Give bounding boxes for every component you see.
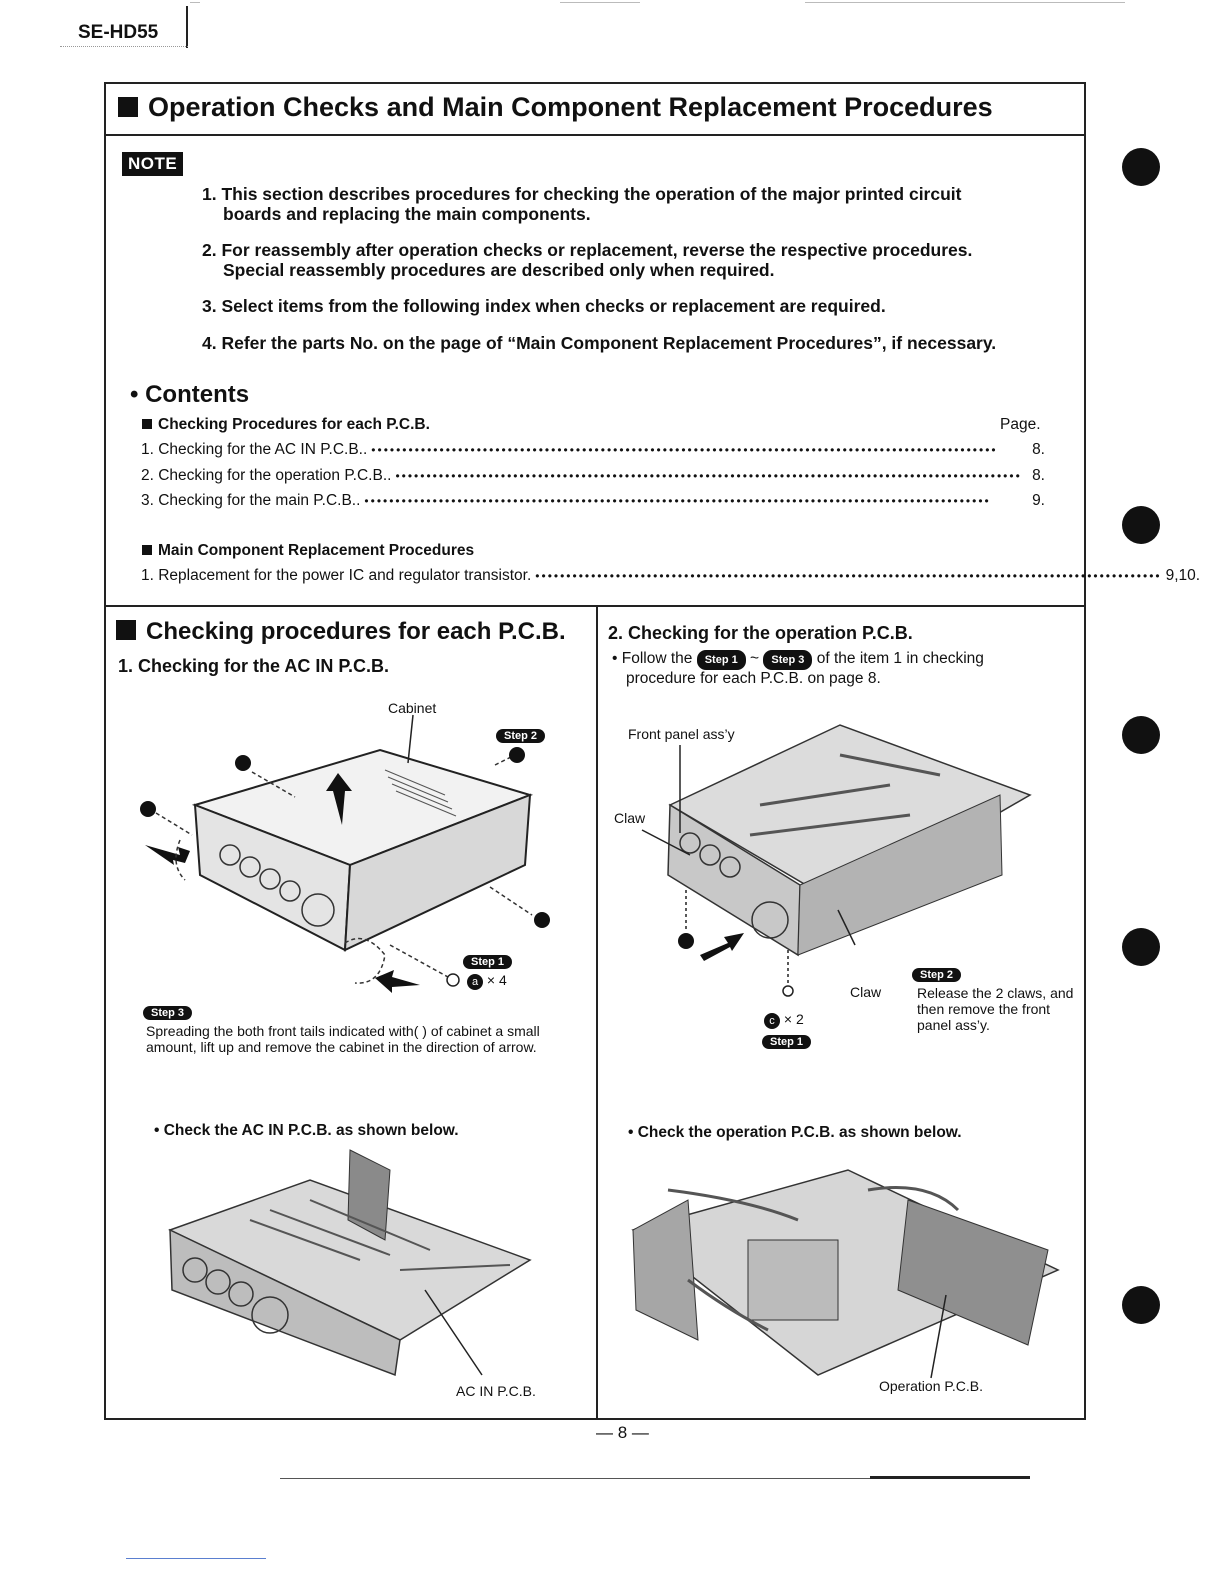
binding-hole-icon [1122,928,1160,966]
step3-badge: Step 3 [143,1003,192,1021]
screw-c-icon [678,933,694,949]
screw-a-icon [140,801,156,817]
toc-row[interactable]: 3. Checking for the main P.C.B.. ••••••••••••••••••••••••••••••••••••••••••••••••••••••••••••••••••••••••••••••••••••••••••••••••••••• 9. [141,492,1045,509]
ac-in-pcb-label: AC IN P.C.B. [456,1383,536,1399]
subsection-title-operation: 2. Checking for the operation P.C.B. [608,623,913,643]
screw-icon [447,974,459,986]
follow-steps-line2: procedure for each P.C.B. on page 8. [626,670,881,687]
pull-arrow-icon [700,933,744,961]
claw-label: Claw [614,810,646,826]
page-title: Operation Checks and Main Component Replacement Procedures [118,92,993,123]
header-divider [186,6,188,48]
subsection-title-ac-in: 1. Checking for the AC IN P.C.B. [118,656,390,676]
step1-badge: Step 1 [463,952,512,970]
toc-heading-checking: Checking Procedures for each P.C.B. [142,416,430,434]
top-mark [805,2,1125,3]
header-underline [60,46,188,47]
screw-count: c × 2 [764,1011,804,1029]
binding-hole-icon [1122,148,1160,186]
section-title: Checking procedures for each P.C.B. [116,618,566,646]
binding-hole-icon [1122,716,1160,754]
footer-mark [126,1558,266,1559]
note-item-1: 1. This section describes procedures for checking the operation of the major printed circuit boards and replacing the main components. [202,184,962,224]
screw-icon [783,986,793,996]
square-bullet-icon [142,419,152,429]
screw-b-icon [509,747,525,763]
toc-heading-replacement: Main Component Replacement Procedures [142,542,474,560]
claw-label: Claw [850,984,882,1000]
check-note-operation: • Check the operation P.C.B. as shown below. [628,1124,962,1141]
front-arrow-icon [145,845,190,865]
front-panel-label: Front panel ass’y [628,726,735,742]
step2-badge: Step 2 [496,726,545,744]
top-mark [190,2,200,3]
screw-count: a × 4 [467,972,507,990]
binding-hole-icon [1122,506,1160,544]
toc-row[interactable]: 1. Replacement for the power IC and regulator transistor. ••••••••••••••••••••••••••••••••••••••••••••••••••••••••••••••••••••••••••••••••••••••••••••••••••••• 9,10. [141,567,1201,584]
page-number: — 8 — [596,1423,649,1442]
note-item-2: 2. For reassembly after operation checks or replacement, reverse the respective procedures. Special reassembly procedures are described only when required. [202,240,973,280]
step2-instructions: Release the 2 claws, and then remove the front panel ass’y. [917,985,1074,1033]
title-divider [104,134,1086,136]
step2-badge: Step 2 [912,965,961,983]
square-bullet-icon [118,97,138,117]
toc-page-label: Page. [1000,416,1041,433]
contents-title: • Contents [130,381,250,408]
top-mark [560,2,640,3]
note-badge: NOTE [122,152,183,176]
operation-pcb-photo [628,1160,1063,1385]
follow-steps-instruction: • Follow the Step 1 ~ Step 3 of the item 1 in checking [612,650,984,670]
check-note-ac-in: • Check the AC IN P.C.B. as shown below. [154,1122,459,1139]
note-item-3: 3. Select items from the following index when checks or replacement are required. [202,296,886,316]
toc-row[interactable]: 2. Checking for the operation P.C.B.. ••••••••••••••••••••••••••••••••••••••••••••••••••••••••••••••••••••••••••••••••••••••••••••••••••••• 8. [141,467,1045,484]
operation-pcb-label: Operation P.C.B. [879,1378,984,1394]
ac-in-pcb-photo [160,1150,560,1375]
screw-a-icon [534,912,550,928]
step1-badge: Step 1 [762,1032,811,1050]
screw-a-icon [235,755,251,771]
binding-hole-icon [1122,1286,1160,1324]
model-number: SE-HD55 [78,22,159,43]
toc-row[interactable]: 1. Checking for the AC IN P.C.B.. ••••••••••••••••••••••••••••••••••••••••••••••••••••••••••••••••••••••••••••••••••••••••••••••••••••• 8. [141,441,1045,458]
footer-rule [870,1476,1030,1479]
square-bullet-icon [142,545,152,555]
cabinet-label: Cabinet [388,700,437,716]
note-item-4: 4. Refer the parts No. on the page of “Main Component Replacement Procedures”, if necessary. [202,333,997,353]
section-divider [104,605,1086,607]
step3-instructions: Spreading the both front tails indicated with( ) of cabinet a small amount, lift up and remove the cabinet in the direction of arrow. [146,1023,540,1055]
square-bullet-icon [116,620,136,640]
bottom-arrow-icon [375,970,420,993]
front-panel-removal-diagram [610,715,1040,1015]
column-divider [596,605,598,1420]
